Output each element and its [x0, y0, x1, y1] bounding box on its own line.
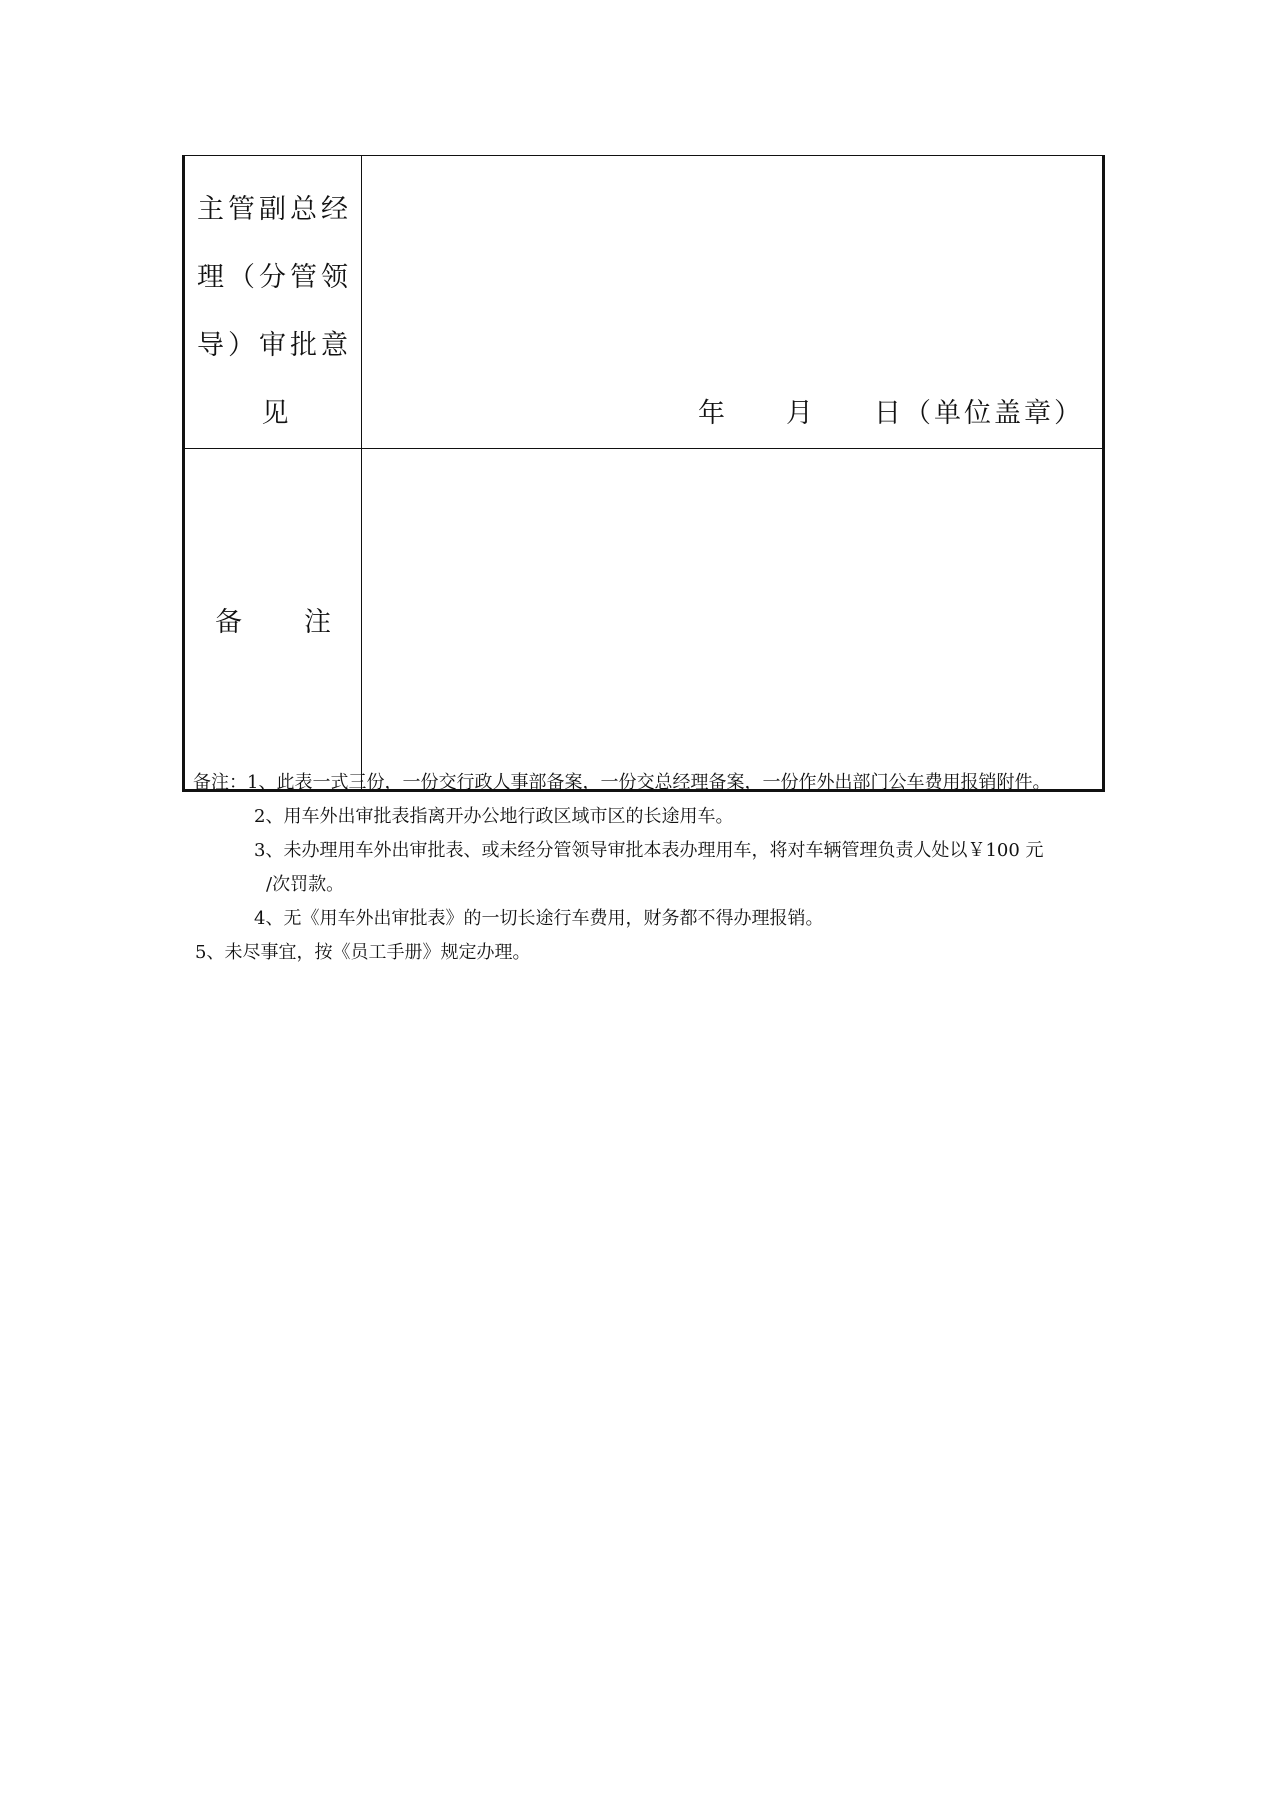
date-day-seal-label: 日（单位盖章） [874, 398, 1084, 429]
remark-row [184, 449, 1104, 791]
note-3-line-1: 3、未办理用车外出审批表、或未经分管领导审批本表办理用车，将对车辆管理负责人处以￥100 元 [254, 840, 1044, 861]
approval-label-cell [184, 156, 362, 449]
approval-form-table [182, 155, 1105, 792]
note-3-line-2: /次罚款。 [266, 874, 345, 895]
note-5: 5、未尽事宜，按《员工手册》规定办理。 [195, 942, 531, 963]
note-2: 2、用车外出审批表指离开办公地行政区域市区的长途用车。 [254, 806, 734, 827]
remark-label-char-2: 注 [304, 606, 331, 638]
approval-label-line-2: 理（分管领 [197, 262, 352, 293]
note-1: 备注：1、此表一式三份，一份交行政人事部备案，一份交总经理备案，一份作外出部门公车费用报销附件。 [193, 772, 1051, 793]
approval-date-line [698, 391, 1084, 430]
approval-label-line-4: 见 [261, 398, 289, 429]
approval-label-line-3: 导）审批意 [197, 330, 352, 361]
remark-label-char-1: 备 [215, 606, 242, 638]
approval-label [185, 156, 361, 448]
note-4: 4、无《用车外出审批表》的一切长途行车费用，财务都不得办理报销。 [254, 908, 824, 929]
date-year-label: 年 [698, 398, 728, 429]
approval-label-line-1: 主管副总经 [197, 194, 352, 225]
remark-label-cell [184, 449, 362, 791]
approval-row [184, 156, 1104, 449]
remark-field[interactable] [362, 449, 1104, 791]
date-month-label: 月 [786, 398, 816, 429]
approval-opinion-field[interactable] [362, 156, 1104, 449]
